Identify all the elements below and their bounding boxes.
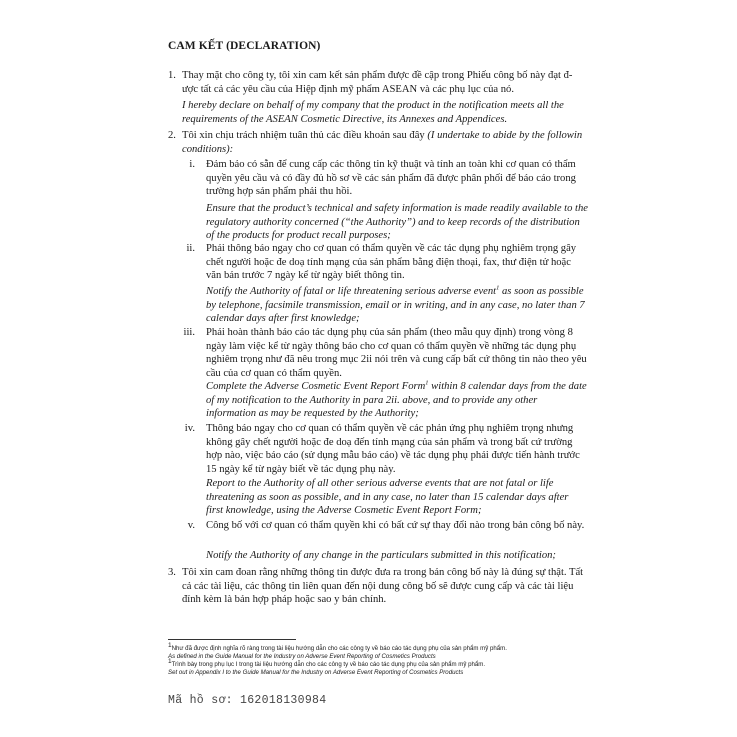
subitem-i-number: i.	[189, 159, 195, 170]
footnote-1-mark: 1	[168, 641, 172, 649]
item-2-vietnamese: Tôi xin chịu trách nhiệm tuân thủ các điều khoản sau đây	[182, 130, 425, 141]
item-2-english: (I undertake to abide by the followin conditions):	[182, 130, 583, 155]
footnote-2-english: Set out in Appendix I to the Guide Manual for the Industry on Adverse Event Reporting of Cosmetics Products	[168, 669, 464, 676]
footnote-1-vietnamese: $^1$Như đã được định nghĩa rõ ràng trong tài liệu hướng dẫn cho các công ty về báo cáo tác dụng phụ của sản phẩm mỹ phẩm.	[168, 641, 507, 652]
item-1-english: I hereby declare on behalf of my company that the product in the notification meets all the requirements of the ASEAN Cosmetic Directive, its Annexes and Appendices.	[182, 100, 564, 125]
item-3-number: 3.	[168, 567, 176, 578]
footnote-2-mark: 1	[168, 657, 172, 665]
document-title: CAM KẾT (DECLARATION)	[168, 40, 321, 52]
footnote-ref-2: 1	[425, 379, 429, 387]
subitem-ii-number: ii.	[186, 243, 195, 254]
subitem-iv-vietnamese: Thông báo ngay cho cơ quan có thẩm quyền về các phản ứng phụ nghiêm trọng nhưng không gây chết người hoặc đe doạ đến tính mạng của sản phẩm và trong bất cứ trường hợp nào, việc báo cáo (sử dụng mẫu báo cáo) về tác dụng phụ phải được tiến hành trước 15 ngày kể từ ngày biết về tác dụng phụ này.	[206, 423, 580, 475]
footnote-divider	[168, 639, 296, 640]
subitem-v-number: v.	[187, 520, 195, 531]
subitem-iv-english: Report to the Authority of all other serious adverse events that are not fatal or life threatening as soon as possible, and in any case, no later than 15 calendar days after first knowledge, using the Adverse Cosmetic Event Report Form;	[206, 478, 569, 517]
subitem-ii-english-a: Notify the Authority of fatal or life threatening serious adverse event	[206, 286, 497, 297]
subitem-v-vietnamese: Công bố với cơ quan có thẩm quyền khi có bất cứ sự thay đổi nào trong bản công bố này.	[206, 520, 585, 531]
footnote-ref-1: 1	[496, 284, 500, 292]
item-2-intro	[182, 129, 588, 156]
subitem-iv-number: iv.	[184, 423, 195, 434]
subitem-ii-english	[206, 285, 588, 326]
item-2-number: 2.	[168, 130, 176, 141]
subitem-ii-vietnamese: Phải thông báo ngay cho cơ quan có thẩm quyền về các tác dụng phụ nghiêm trọng gây chết người hoặc đe doạ tính mạng của sản phẩm bằng điện thoại, fax, thư điện tử hoặc văn bản trước 7 ngày kể từ ngày biết thông tin.	[206, 243, 577, 282]
subitem-iii-number: iii.	[183, 327, 195, 338]
subitem-ii-english-b: as soon as possible by telephone, facsimile transmission, email or in writing, and in any case, no later than 7 calendar days after first knowledge;	[206, 286, 585, 325]
item-1-number: 1.	[168, 70, 176, 81]
item-1-vietnamese: Thay mặt cho công ty, tôi xin cam kết sản phẩm được đề cập trong Phiếu công bố này đạt đ- ược tất cả các yêu cầu của Hiệp định mỹ phẩm ASEAN và các phụ lục của nó.	[182, 70, 573, 95]
record-code: Mã hồ sơ: 162018130984	[168, 694, 327, 707]
footnote-2-vietnamese: $^1$Trình bày trong phụ lục I trong tài liệu hướng dẫn cho các công ty về báo cáo tác dụng phụ của sản phẩm mỹ phẩm.	[168, 657, 486, 668]
subitem-v-english: Notify the Authority of any change in the particulars submitted in this notification;	[206, 550, 556, 561]
subitem-iii-vietnamese: Phải hoàn thành báo cáo tác dụng phụ của sản phẩm (theo mẫu quy định) trong vòng 8 ngày làm việc kể từ ngày thông báo cho cơ quan có thẩm quyền về những tác dụng phụ nghiêm trọng như đã nêu trong mục 2ii nói trên và cung cấp bất cứ thông tin nào theo yêu cầu của cơ quan có thẩm quyền.	[206, 327, 587, 379]
subitem-i-english: Ensure that the product’s technical and safety information is made readily available to the regulatory authority concerned (“the Authority”) and to keep records of the distribution of the products for product recall purposes;	[206, 203, 589, 242]
footnote-1-english: As defined in the Guide Manual for the Industry on Adverse Event Reporting of Cosmetics Products	[168, 653, 436, 660]
subitem-i-vietnamese: Đảm bảo có sẵn để cung cấp các thông tin kỹ thuật và tính an toàn khi cơ quan có thẩm quyền yêu cầu và có đầy đủ hồ sơ về các sản phẩm đã được phân phối để báo cáo trong trường hợp sản phẩm phải thu hồi.	[206, 159, 576, 198]
subitem-iii-english-b: within 8 calendar days from the date of my notification to the Authority in para 2ii. above, and to provide any other information as may be requested by the Authority;	[206, 381, 587, 420]
subitem-iii-english	[206, 380, 588, 421]
subitem-iii-english-a: Complete the Adverse Cosmetic Event Report Form	[206, 381, 426, 392]
item-3-vietnamese: Tôi xin cam đoan rằng những thông tin được đưa ra trong bản công bố này là đúng sự thật. Tất cả các tài liệu, các thông tin liên quan đến nội dung công bố sẽ được cung cấp và các tài liệu đính kèm là bản hợp pháp hoặc sao y bản chính.	[182, 567, 584, 606]
